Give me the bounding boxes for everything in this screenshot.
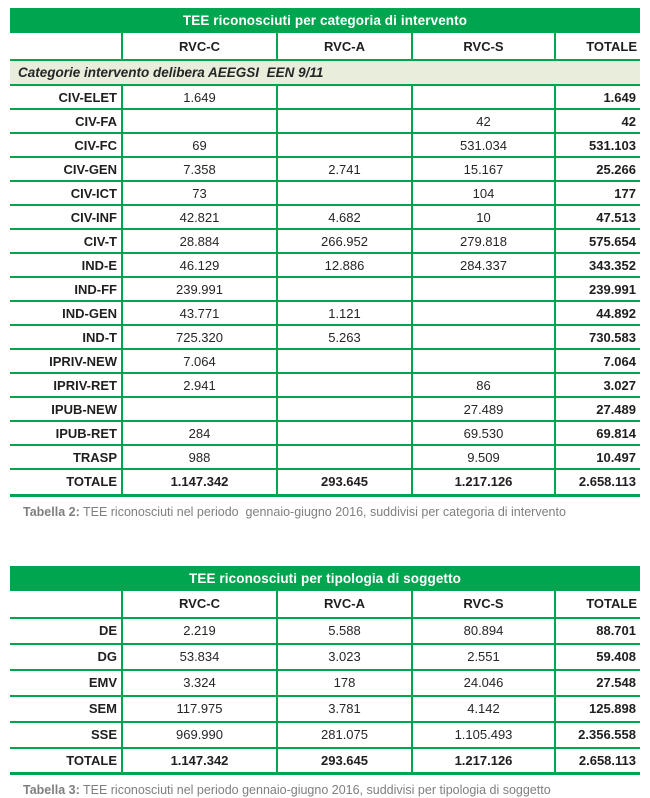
table-row xyxy=(10,696,640,722)
row-label: TRASP xyxy=(10,445,122,469)
table-row xyxy=(10,618,640,644)
cell-rvc-s: 27.489 xyxy=(412,397,555,421)
row-label: IPRIV-RET xyxy=(10,373,122,397)
table-row xyxy=(10,85,640,109)
cell-rvc-c: 3.324 xyxy=(122,670,277,696)
corner-cell xyxy=(10,591,122,618)
table-row xyxy=(10,133,640,157)
row-label: CIV-ICT xyxy=(10,181,122,205)
cell-rvc-a xyxy=(277,445,412,469)
row-label: IND-FF xyxy=(10,277,122,301)
cell-rvc-c: 1.147.342 xyxy=(122,748,277,774)
row-label: IPUB-RET xyxy=(10,421,122,445)
cell-rvc-s: 2.551 xyxy=(412,644,555,670)
table-categoria-caption xyxy=(23,505,640,520)
cell-totale: 2.658.113 xyxy=(555,469,640,495)
row-label: CIV-INF xyxy=(10,205,122,229)
cell-rvc-c: 73 xyxy=(122,181,277,205)
cell-rvc-s: 4.142 xyxy=(412,696,555,722)
table-row xyxy=(10,109,640,133)
cell-rvc-s: 1.217.126 xyxy=(412,748,555,774)
total-row xyxy=(10,748,640,774)
cell-rvc-a: 293.645 xyxy=(277,469,412,495)
row-label: CIV-T xyxy=(10,229,122,253)
section-band-label: Categorie intervento delibera AEEGSI EEN 9/11 xyxy=(10,60,640,85)
table-row xyxy=(10,722,640,748)
tee-table-categoria xyxy=(10,33,640,497)
cell-totale: 177 xyxy=(555,181,640,205)
total-row xyxy=(10,469,640,495)
cell-rvc-s: 279.818 xyxy=(412,229,555,253)
cell-rvc-a xyxy=(277,133,412,157)
cell-rvc-a xyxy=(277,349,412,373)
cell-rvc-c: 1.649 xyxy=(122,85,277,109)
cell-rvc-a xyxy=(277,373,412,397)
cell-rvc-a: 293.645 xyxy=(277,748,412,774)
column-header-rvc-a: RVC-A xyxy=(277,33,412,60)
cell-rvc-c: 969.990 xyxy=(122,722,277,748)
cell-totale: 25.266 xyxy=(555,157,640,181)
column-header-rvc-c: RVC-C xyxy=(122,33,277,60)
cell-rvc-a: 266.952 xyxy=(277,229,412,253)
cell-totale: 7.064 xyxy=(555,349,640,373)
cell-rvc-c: 43.771 xyxy=(122,301,277,325)
cell-rvc-c: 53.834 xyxy=(122,644,277,670)
cell-rvc-a xyxy=(277,421,412,445)
cell-totale: 343.352 xyxy=(555,253,640,277)
cell-rvc-s: 42 xyxy=(412,109,555,133)
cell-rvc-c xyxy=(122,109,277,133)
cell-rvc-a xyxy=(277,397,412,421)
cell-totale: 10.497 xyxy=(555,445,640,469)
cell-rvc-s: 69.530 xyxy=(412,421,555,445)
cell-totale: 2.658.113 xyxy=(555,748,640,774)
cell-rvc-a: 1.121 xyxy=(277,301,412,325)
row-label: CIV-ELET xyxy=(10,85,122,109)
cell-rvc-a: 4.682 xyxy=(277,205,412,229)
row-label: SSE xyxy=(10,722,122,748)
row-label: DG xyxy=(10,644,122,670)
table-row xyxy=(10,229,640,253)
cell-totale: 69.814 xyxy=(555,421,640,445)
cell-rvc-c: 7.064 xyxy=(122,349,277,373)
row-label: CIV-FC xyxy=(10,133,122,157)
table-categoria-block xyxy=(10,8,640,520)
table-soggetto-title-bar xyxy=(10,566,640,591)
cell-rvc-s: 531.034 xyxy=(412,133,555,157)
cell-rvc-s: 86 xyxy=(412,373,555,397)
cell-rvc-c: 284 xyxy=(122,421,277,445)
cell-rvc-c: 117.975 xyxy=(122,696,277,722)
table-row xyxy=(10,373,640,397)
cell-rvc-a: 5.263 xyxy=(277,325,412,349)
row-label: IPUB-NEW xyxy=(10,397,122,421)
cell-rvc-a: 5.588 xyxy=(277,618,412,644)
cell-rvc-c: 69 xyxy=(122,133,277,157)
table-row xyxy=(10,157,640,181)
cell-totale: 1.649 xyxy=(555,85,640,109)
table-row xyxy=(10,349,640,373)
caption-label: Tabella 2: xyxy=(23,505,80,519)
table-row xyxy=(10,277,640,301)
table-row xyxy=(10,301,640,325)
cell-rvc-c: 725.320 xyxy=(122,325,277,349)
table-soggetto-block xyxy=(10,566,640,798)
header-row xyxy=(10,33,640,60)
row-label: CIV-GEN xyxy=(10,157,122,181)
table-row xyxy=(10,325,640,349)
row-label: DE xyxy=(10,618,122,644)
cell-totale: 239.991 xyxy=(555,277,640,301)
cell-rvc-s: 10 xyxy=(412,205,555,229)
cell-rvc-c xyxy=(122,397,277,421)
cell-rvc-s: 24.046 xyxy=(412,670,555,696)
cell-rvc-a: 178 xyxy=(277,670,412,696)
cell-rvc-s: 1.105.493 xyxy=(412,722,555,748)
table-row xyxy=(10,181,640,205)
cell-rvc-s xyxy=(412,325,555,349)
row-label: SEM xyxy=(10,696,122,722)
table-row xyxy=(10,205,640,229)
cell-totale: 2.356.558 xyxy=(555,722,640,748)
cell-rvc-a: 12.886 xyxy=(277,253,412,277)
column-header-rvc-a: RVC-A xyxy=(277,591,412,618)
cell-rvc-a xyxy=(277,277,412,301)
section-band-row xyxy=(10,60,640,85)
table-soggetto-title: TEE riconosciuti per tipologia di soggetto xyxy=(189,571,461,586)
cell-totale: 27.548 xyxy=(555,670,640,696)
table-categoria-title: TEE riconosciuti per categoria di intervento xyxy=(183,13,467,28)
cell-rvc-s: 9.509 xyxy=(412,445,555,469)
cell-rvc-c: 7.358 xyxy=(122,157,277,181)
table-row xyxy=(10,421,640,445)
cell-rvc-s: 1.217.126 xyxy=(412,469,555,495)
row-label: EMV xyxy=(10,670,122,696)
tee-table-soggetto xyxy=(10,591,640,776)
cell-rvc-s: 104 xyxy=(412,181,555,205)
cell-totale: 42 xyxy=(555,109,640,133)
caption-label: Tabella 3: xyxy=(23,783,80,797)
cell-rvc-a: 281.075 xyxy=(277,722,412,748)
cell-rvc-a xyxy=(277,109,412,133)
table-categoria-title-bar xyxy=(10,8,640,33)
table-row xyxy=(10,644,640,670)
cell-rvc-s: 80.894 xyxy=(412,618,555,644)
caption-text: TEE riconosciuti nel periodo gennaio-giugno 2016, suddivisi per categoria di intervento xyxy=(80,505,566,519)
cell-totale: 88.701 xyxy=(555,618,640,644)
cell-rvc-a: 3.023 xyxy=(277,644,412,670)
cell-rvc-s xyxy=(412,349,555,373)
header-row xyxy=(10,591,640,618)
cell-rvc-a: 2.741 xyxy=(277,157,412,181)
cell-rvc-a xyxy=(277,85,412,109)
column-header-rvc-c: RVC-C xyxy=(122,591,277,618)
table-row xyxy=(10,445,640,469)
table-row xyxy=(10,670,640,696)
cell-rvc-s: 15.167 xyxy=(412,157,555,181)
column-header-rvc-s: RVC-S xyxy=(412,591,555,618)
cell-rvc-a: 3.781 xyxy=(277,696,412,722)
row-label: TOTALE xyxy=(10,469,122,495)
cell-totale: 531.103 xyxy=(555,133,640,157)
row-label: IPRIV-NEW xyxy=(10,349,122,373)
column-header-rvc-s: RVC-S xyxy=(412,33,555,60)
row-label: IND-E xyxy=(10,253,122,277)
corner-cell xyxy=(10,33,122,60)
cell-totale: 575.654 xyxy=(555,229,640,253)
cell-rvc-c: 46.129 xyxy=(122,253,277,277)
cell-rvc-a xyxy=(277,181,412,205)
cell-rvc-c: 1.147.342 xyxy=(122,469,277,495)
cell-rvc-c: 2.941 xyxy=(122,373,277,397)
cell-totale: 59.408 xyxy=(555,644,640,670)
cell-rvc-c: 988 xyxy=(122,445,277,469)
caption-text: TEE riconosciuti nel periodo gennaio-giugno 2016, suddivisi per tipologia di soggetto xyxy=(80,783,551,797)
cell-rvc-s xyxy=(412,301,555,325)
cell-totale: 3.027 xyxy=(555,373,640,397)
cell-rvc-c: 28.884 xyxy=(122,229,277,253)
row-label: TOTALE xyxy=(10,748,122,774)
cell-rvc-c: 239.991 xyxy=(122,277,277,301)
cell-totale: 27.489 xyxy=(555,397,640,421)
cell-rvc-c: 2.219 xyxy=(122,618,277,644)
cell-rvc-s xyxy=(412,277,555,301)
cell-rvc-s xyxy=(412,85,555,109)
row-label: CIV-FA xyxy=(10,109,122,133)
cell-totale: 44.892 xyxy=(555,301,640,325)
column-header-totale: TOTALE xyxy=(555,591,640,618)
row-label: IND-GEN xyxy=(10,301,122,325)
table-row xyxy=(10,253,640,277)
cell-totale: 125.898 xyxy=(555,696,640,722)
cell-rvc-c: 42.821 xyxy=(122,205,277,229)
column-header-totale: TOTALE xyxy=(555,33,640,60)
row-label: IND-T xyxy=(10,325,122,349)
cell-rvc-s: 284.337 xyxy=(412,253,555,277)
cell-totale: 730.583 xyxy=(555,325,640,349)
table-row xyxy=(10,397,640,421)
cell-totale: 47.513 xyxy=(555,205,640,229)
